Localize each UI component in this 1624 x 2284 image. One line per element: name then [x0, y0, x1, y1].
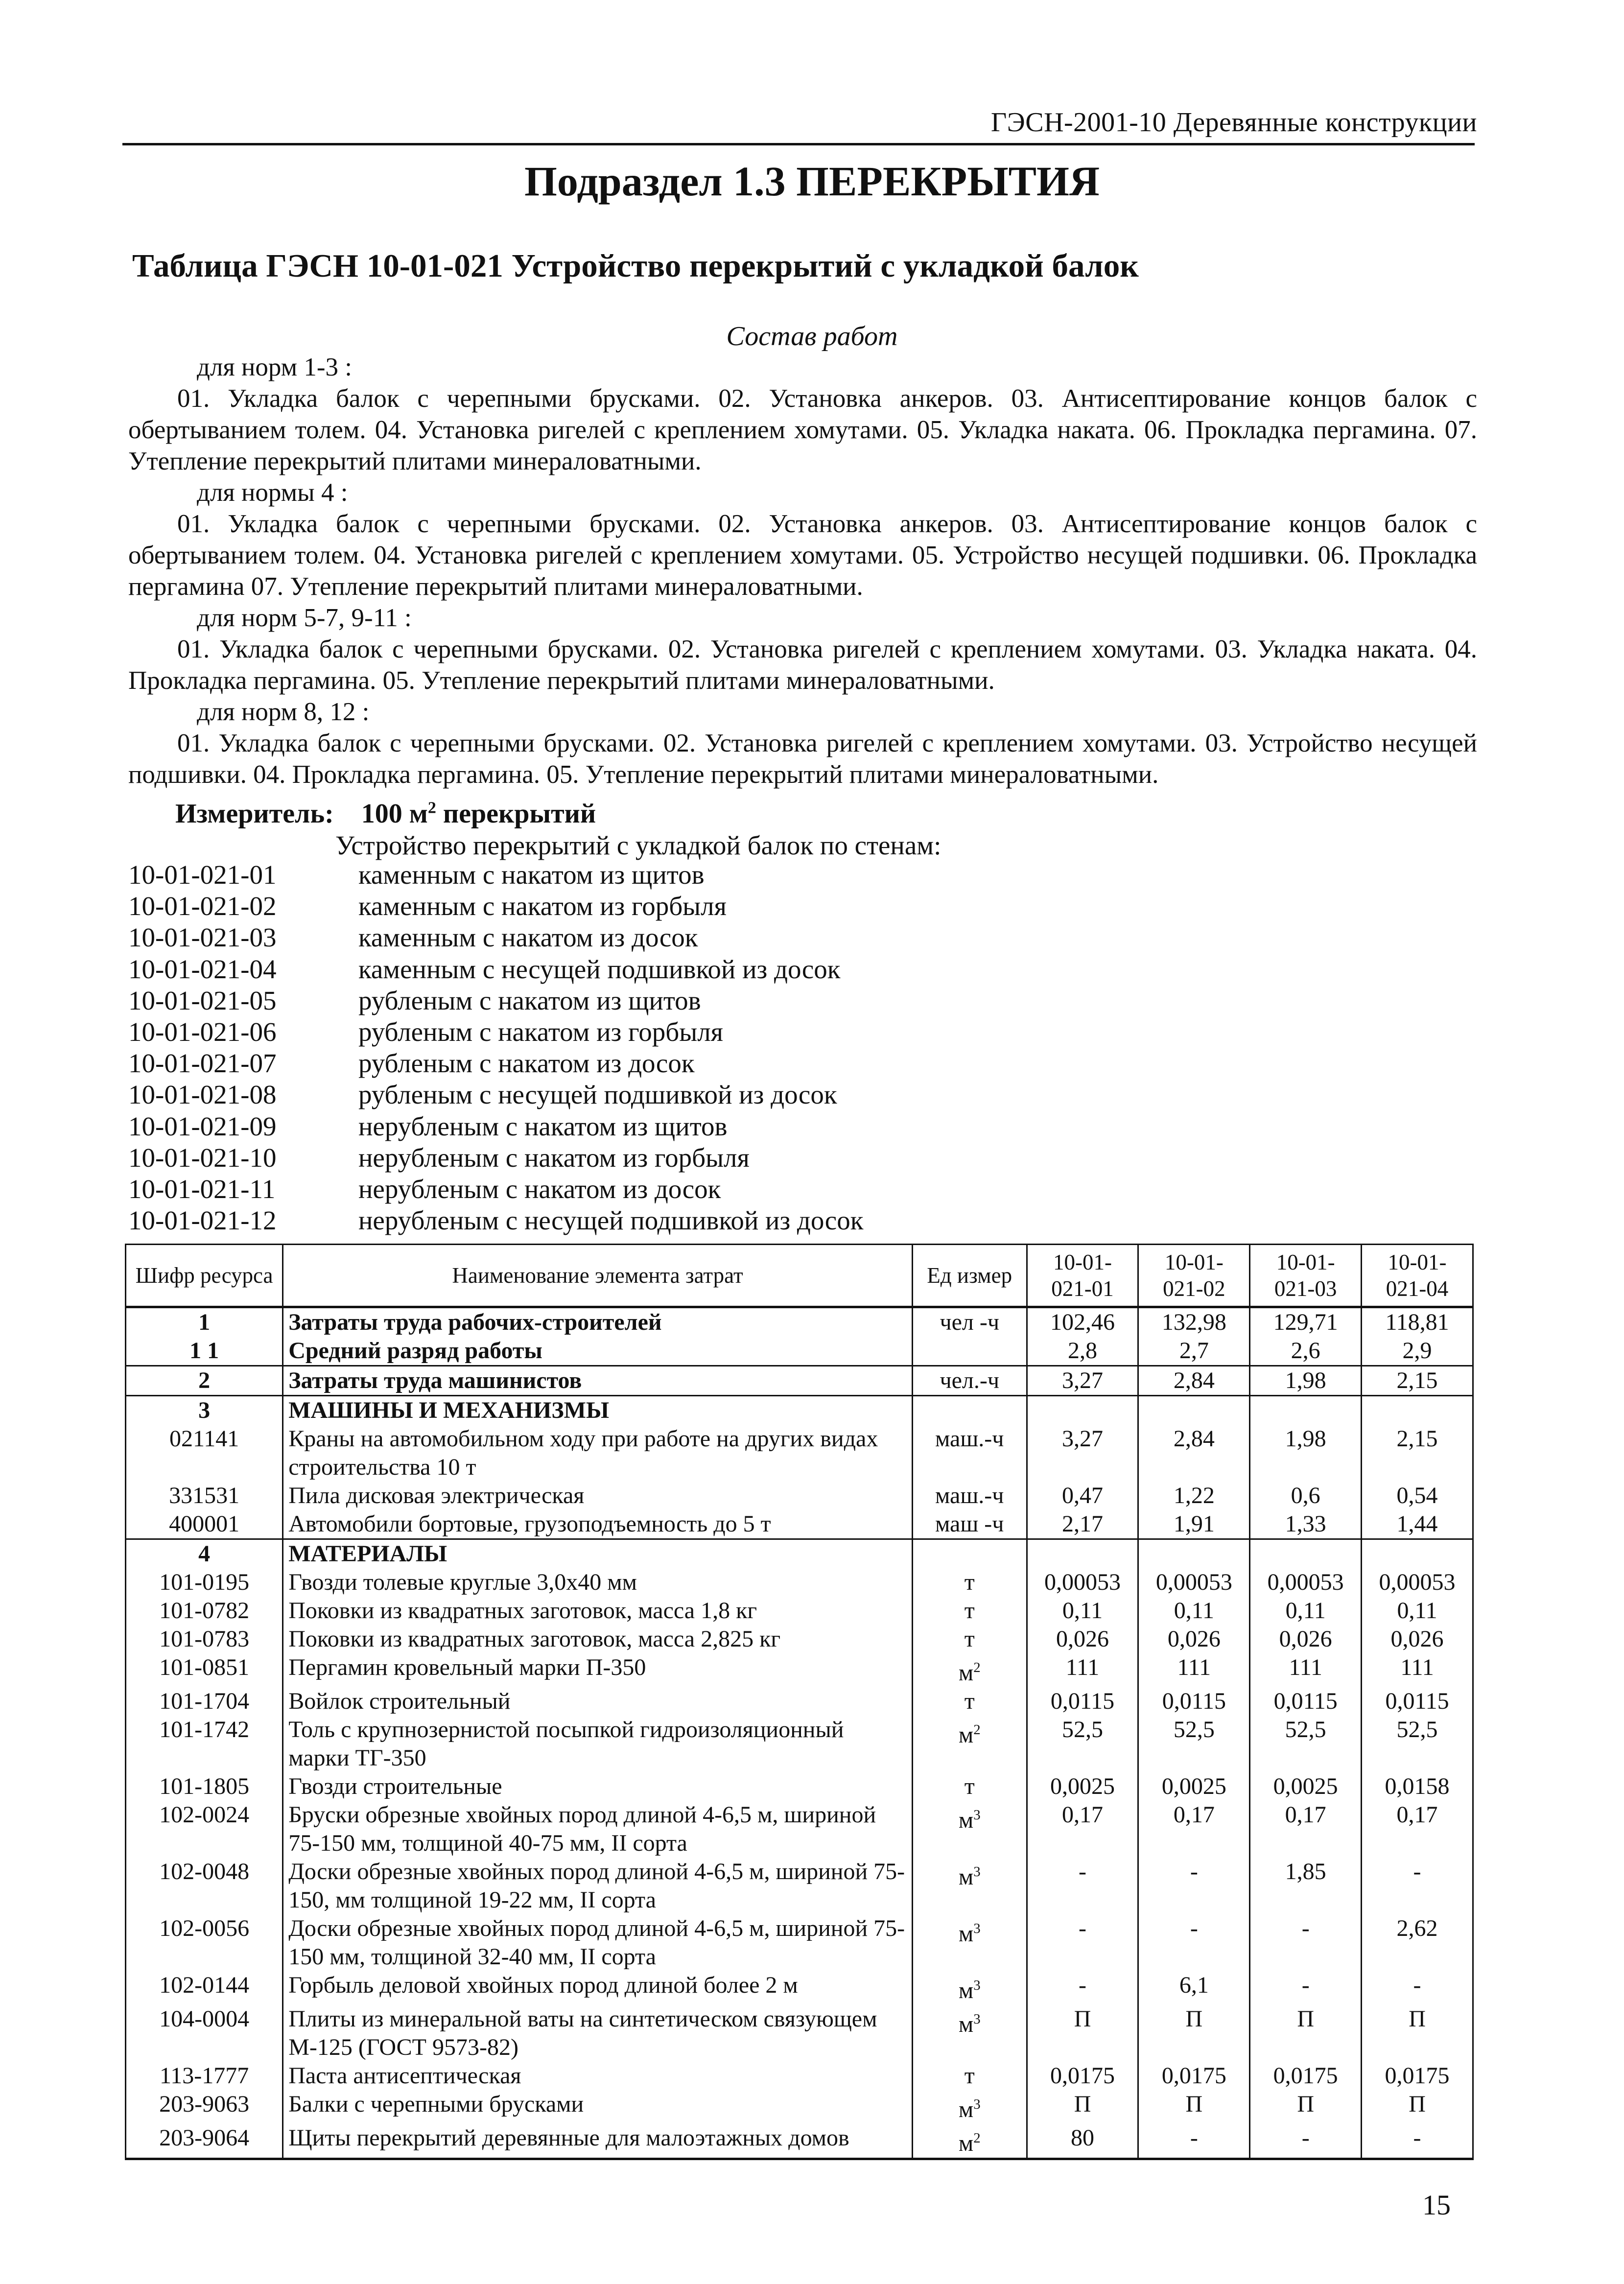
resource-value: 1,33: [1250, 1510, 1362, 1539]
work-group-text: 01. Укладка балок с черепными брусками. 02. Установка ригелей с креплением хомутами. 03. Укладка наката. 04. Прокладка пергамина. 05. Утепление перекрытий плитами минераловатными.: [128, 635, 1477, 695]
resource-unit: т: [912, 1597, 1027, 1625]
resource-value: 0,026: [1138, 1625, 1250, 1653]
resource-value: 132,98: [1138, 1307, 1250, 1337]
resource-unit: $м^3$: [912, 2090, 1027, 2124]
resource-unit: [912, 1539, 1027, 1569]
resource-code: 203-9064: [126, 2124, 283, 2159]
resource-value: 0,0175: [1362, 2062, 1473, 2090]
resource-code: 101-0195: [126, 1568, 283, 1597]
resource-value: -: [1362, 1858, 1473, 1914]
table-row: [126, 1337, 1473, 1366]
resource-name: Щиты перекрытий деревянные для малоэтажных домов: [283, 2124, 913, 2159]
resource-code: 4: [126, 1539, 283, 1569]
resource-value: -: [1138, 1914, 1250, 1971]
norm-code: 10-01-021-06: [128, 1017, 277, 1047]
norm-description: каменным с несущей подшивкой из досок: [358, 954, 841, 984]
resource-value: 129,71: [1250, 1307, 1362, 1337]
resource-value: [1362, 1539, 1473, 1569]
resource-name: Краны на автомобильном ходу при работе на других видах строительства 10 т: [283, 1425, 913, 1482]
resource-value: 2,15: [1362, 1425, 1473, 1482]
table-row: [126, 1914, 1473, 1971]
resource-value: 2,9: [1362, 1337, 1473, 1366]
resource-value: 1,98: [1250, 1366, 1362, 1396]
resource-unit: $м^3$: [912, 2005, 1027, 2062]
resource-value: П: [1362, 2090, 1473, 2124]
resource-unit: маш.-ч: [912, 1482, 1027, 1510]
table-row: [126, 1396, 1473, 1425]
resource-value: 0,026: [1362, 1625, 1473, 1653]
table-row: [126, 1801, 1473, 1858]
resource-name: Горбыль деловой хвойных пород длиной более 2 м: [283, 1971, 913, 2005]
norm-code: 10-01-021-07: [128, 1048, 277, 1079]
norm-code: 10-01-021-09: [128, 1111, 277, 1141]
resource-code: 101-1805: [126, 1772, 283, 1801]
resource-value: 2,17: [1027, 1510, 1138, 1539]
resource-unit: т: [912, 1772, 1027, 1801]
header-unit: Ед измер: [912, 1245, 1027, 1307]
table-row: [126, 1510, 1473, 1539]
resource-name: Доски обрезные хвойных пород длиной 4-6,5 м, шириной 75-150 мм, толщиной 32-40 мм, II сорта: [283, 1914, 913, 1971]
resource-value: [1250, 1396, 1362, 1425]
resource-value: 2,6: [1250, 1337, 1362, 1366]
resource-value: 0,11: [1027, 1597, 1138, 1625]
resource-value: [1250, 1539, 1362, 1569]
resource-name: Поковки из квадратных заготовок, масса 2,825 кг: [283, 1625, 913, 1653]
resource-value: 118,81: [1362, 1307, 1473, 1337]
resource-unit: маш -ч: [912, 1510, 1027, 1539]
resource-value: 0,026: [1250, 1625, 1362, 1653]
resource-value: 0,0025: [1250, 1772, 1362, 1801]
resource-name: МАШИНЫ И МЕХАНИЗМЫ: [283, 1396, 913, 1425]
resource-value: 1,22: [1138, 1482, 1250, 1510]
norm-item: [128, 1016, 863, 1048]
resource-value: П: [1138, 2090, 1250, 2124]
resource-name: МАТЕРИАЛЫ: [283, 1539, 913, 1569]
resource-name: Бруски обрезные хвойных пород длиной 4-6,5 м, шириной 75-150 мм, толщиной 40-75 мм, II сорта: [283, 1801, 913, 1858]
resource-value: 0,00053: [1027, 1568, 1138, 1597]
resource-unit: $м^3$: [912, 1914, 1027, 1971]
resource-code: 3: [126, 1396, 283, 1425]
resource-value: 0,0115: [1250, 1687, 1362, 1716]
norm-code: 10-01-021-10: [128, 1142, 277, 1173]
table-row: [126, 1425, 1473, 1482]
resource-code: 101-0783: [126, 1625, 283, 1653]
norm-item: [128, 859, 863, 891]
resource-code: 113-1777: [126, 2062, 283, 2090]
resource-name: Толь с крупнозернистой посыпкой гидроизоляционный марки ТГ-350: [283, 1716, 913, 1772]
resource-value: 0,17: [1362, 1801, 1473, 1858]
resource-value: [1362, 1396, 1473, 1425]
resource-value: 2,84: [1138, 1425, 1250, 1482]
resource-value: [1138, 1539, 1250, 1569]
norm-item: [128, 1205, 863, 1236]
resource-code: 101-0782: [126, 1597, 283, 1625]
norm-item: [128, 1142, 863, 1174]
resource-unit: т: [912, 1687, 1027, 1716]
resource-value: 2,15: [1362, 1366, 1473, 1396]
table-row: [126, 1971, 1473, 2005]
resource-unit: т: [912, 1568, 1027, 1597]
header-rule: [122, 143, 1475, 145]
work-group-label: для норм 1-3 :: [197, 353, 353, 381]
resource-value: 3,27: [1027, 1366, 1138, 1396]
resource-code: 1 1: [126, 1337, 283, 1366]
resource-code: 021141: [126, 1425, 283, 1482]
table-row: [126, 1772, 1473, 1801]
resource-code: 203-9063: [126, 2090, 283, 2124]
resource-value: [1027, 1396, 1138, 1425]
resource-value: 0,00053: [1250, 1568, 1362, 1597]
norm-description: рубленым с накатом из досок: [358, 1048, 695, 1079]
resource-name: Доски обрезные хвойных пород длиной 4-6,5 м, шириной 75-150, мм толщиной 19-22 мм, II сорта: [283, 1858, 913, 1914]
resource-value: -: [1250, 1971, 1362, 2005]
resource-name: Гвозди строительные: [283, 1772, 913, 1801]
resource-name: Войлок строительный: [283, 1687, 913, 1716]
resource-value: 52,5: [1250, 1716, 1362, 1772]
norm-code: 10-01-021-02: [128, 891, 277, 921]
resource-value: П: [1027, 2090, 1138, 2124]
table-row: [126, 2090, 1473, 2124]
resource-name: Затраты труда рабочих-строителей: [283, 1307, 913, 1337]
resource-code: 102-0144: [126, 1971, 283, 2005]
norm-description: каменным с накатом из щитов: [358, 860, 705, 890]
resource-value: П: [1362, 2005, 1473, 2062]
resource-value: 0,00053: [1362, 1568, 1473, 1597]
norm-code: 10-01-021-11: [128, 1174, 276, 1204]
resource-value: 0,0025: [1027, 1772, 1138, 1801]
measure-value: 100 м: [361, 799, 428, 829]
norm-item: [128, 891, 863, 922]
norm-item: [128, 922, 863, 953]
measure-tail: перекрытий: [436, 799, 596, 829]
resource-value: [1027, 1539, 1138, 1569]
resource-unit: [912, 1396, 1027, 1425]
resource-value: 0,0115: [1362, 1687, 1473, 1716]
resource-value: 111: [1250, 1653, 1362, 1687]
table-row: [126, 1597, 1473, 1625]
work-composition: [128, 352, 1477, 790]
header-col-3: 10-01- 021-03: [1250, 1245, 1362, 1307]
norm-description: каменным с накатом из горбыля: [358, 891, 727, 921]
work-group-text: 01. Укладка балок с черепными брусками. 02. Установка ригелей с креплением хомутами. 03. Устройство несущей подшивки. 04. Прокладка пергамина. 05. Утепление перекрытий плитами минераловатными.: [128, 729, 1477, 789]
resource-value: 0,47: [1027, 1482, 1138, 1510]
table-row: [126, 1716, 1473, 1772]
resource-value: 0,00053: [1138, 1568, 1250, 1597]
resource-unit: маш.-ч: [912, 1425, 1027, 1482]
resource-code: 331531: [126, 1482, 283, 1510]
resource-value: 1,98: [1250, 1425, 1362, 1482]
measure-sup: 2: [427, 799, 436, 817]
resource-value: 0,17: [1250, 1801, 1362, 1858]
table-row: [126, 1625, 1473, 1653]
header-col-1: 10-01- 021-01: [1027, 1245, 1138, 1307]
resource-name: Плиты из минеральной ваты на синтетическом связующем М-125 (ГОСТ 9573-82): [283, 2005, 913, 2062]
table-row: [126, 2005, 1473, 2062]
norm-description: нерубленым с накатом из щитов: [358, 1111, 728, 1141]
resource-name: Балки с черепными брусками: [283, 2090, 913, 2124]
work-group-label: для норм 5-7, 9-11 :: [197, 604, 412, 632]
resource-unit: $м^3$: [912, 1971, 1027, 2005]
resource-value: 0,54: [1362, 1482, 1473, 1510]
resource-unit: $м^3$: [912, 1858, 1027, 1914]
resource-value: 0,0115: [1138, 1687, 1250, 1716]
norm-item: [128, 1048, 863, 1079]
work-group-text: 01. Укладка балок с черепными брусками. 02. Установка анкеров. 03. Антисептирование концов балок с обертыванием толем. 04. Установка ригелей с креплением хомутами. 05. Устройство несущей подшивки. 06. Прокладка пергамина 07. Утепление перекрытий плитами минераловатными.: [128, 510, 1477, 601]
resource-unit: т: [912, 2062, 1027, 2090]
norm-code: 10-01-021-05: [128, 985, 277, 1015]
resource-code: 101-1742: [126, 1716, 283, 1772]
header-code: Шифр ресурса: [126, 1245, 283, 1307]
resource-code: 104-0004: [126, 2005, 283, 2062]
table-row: [126, 1539, 1473, 1569]
resource-code: 400001: [126, 1510, 283, 1539]
header-name: Наименование элемента затрат: [283, 1245, 913, 1307]
resource-value: П: [1250, 2005, 1362, 2062]
resource-unit: $м^2$: [912, 1653, 1027, 1687]
table-row: [126, 1653, 1473, 1687]
norm-description: нерубленым с накатом из досок: [358, 1174, 721, 1204]
resource-value: 0,026: [1027, 1625, 1138, 1653]
resource-value: 2,62: [1362, 1914, 1473, 1971]
table-row: [126, 2124, 1473, 2159]
resource-value: -: [1250, 2124, 1362, 2159]
resource-name: Средний разряд работы: [283, 1337, 913, 1366]
resource-value: 0,11: [1250, 1597, 1362, 1625]
resource-unit: т: [912, 1625, 1027, 1653]
resource-unit: $м^3$: [912, 1801, 1027, 1858]
resource-value: -: [1027, 1914, 1138, 1971]
resource-value: 111: [1027, 1653, 1138, 1687]
resource-value: 0,0175: [1250, 2062, 1362, 2090]
running-header: ГЭСН-2001-10 Деревянные конструкции: [990, 107, 1477, 138]
table-row: [126, 1366, 1473, 1396]
work-group-text: 01. Укладка балок с черепными брусками. 02. Установка анкеров. 03. Антисептирование концов балок с обертыванием толем. 04. Установка ригелей с креплением хомутами. 05. Укладка наката. 06. Прокладка пергамина. 07. Утепление перекрытий плитами минераловатными.: [128, 384, 1477, 475]
resource-value: 0,17: [1027, 1801, 1138, 1858]
measure-unit: [175, 798, 596, 829]
norm-code: 10-01-021-12: [128, 1205, 277, 1236]
norm-code: 10-01-021-08: [128, 1080, 277, 1110]
resource-value: 0,0025: [1138, 1772, 1250, 1801]
resource-value: 52,5: [1027, 1716, 1138, 1772]
resource-value: 2,8: [1027, 1337, 1138, 1366]
table-row: [126, 1687, 1473, 1716]
table-row: [126, 2062, 1473, 2090]
norms-list: [128, 859, 863, 1236]
norm-description: рубленым с накатом из горбыля: [358, 1017, 723, 1047]
resources-table-body: [126, 1307, 1473, 2159]
table-row: [126, 1568, 1473, 1597]
resource-code: 102-0056: [126, 1914, 283, 1971]
resource-code: 101-1704: [126, 1687, 283, 1716]
work-group-label: для норм 8, 12 :: [197, 698, 370, 726]
norm-item: [128, 1174, 863, 1205]
table-title: Таблица ГЭСН 10-01-021 Устройство перекрытий с укладкой балок: [132, 248, 1139, 284]
resource-name: Автомобили бортовые, грузоподъемность до 5 т: [283, 1510, 913, 1539]
resource-value: 52,5: [1138, 1716, 1250, 1772]
norm-item: [128, 1079, 863, 1110]
resource-value: -: [1250, 1914, 1362, 1971]
norm-code: 10-01-021-04: [128, 954, 277, 984]
resource-code: 1: [126, 1307, 283, 1337]
resource-value: 102,46: [1027, 1307, 1138, 1337]
resource-unit: чел.-ч: [912, 1366, 1027, 1396]
norm-code: 10-01-021-03: [128, 922, 277, 953]
norm-description: каменным с накатом из досок: [358, 922, 698, 953]
resource-value: -: [1138, 1858, 1250, 1914]
norm-description: рубленым с накатом из щитов: [358, 985, 701, 1015]
resource-name: Пергамин кровельный марки П-350: [283, 1653, 913, 1687]
resource-value: -: [1027, 1858, 1138, 1914]
resource-value: П: [1027, 2005, 1138, 2062]
table-row: [126, 1307, 1473, 1337]
resources-table: [125, 1244, 1474, 2160]
resource-value: 1,85: [1250, 1858, 1362, 1914]
header-col-2: 10-01- 021-02: [1138, 1245, 1250, 1307]
resource-name: Поковки из квадратных заготовок, масса 1,8 кг: [283, 1597, 913, 1625]
resource-value: 1,44: [1362, 1510, 1473, 1539]
resource-value: П: [1250, 2090, 1362, 2124]
resource-name: Паста антисептическая: [283, 2062, 913, 2090]
resource-value: 111: [1138, 1653, 1250, 1687]
norm-description: нерубленым с несущей подшивкой из досок: [358, 1205, 864, 1236]
page-number: 15: [1422, 2189, 1451, 2221]
resource-value: 0,0175: [1138, 2062, 1250, 2090]
resource-unit: чел -ч: [912, 1307, 1027, 1337]
norm-code: 10-01-021-01: [128, 860, 277, 890]
resource-value: 1,91: [1138, 1510, 1250, 1539]
resource-code: 102-0048: [126, 1858, 283, 1914]
table-row: [126, 1858, 1473, 1914]
work-group-label: для нормы 4 :: [197, 478, 348, 507]
resource-value: 0,6: [1250, 1482, 1362, 1510]
header-col-4: 10-01- 021-04: [1362, 1245, 1473, 1307]
resource-value: 111: [1362, 1653, 1473, 1687]
norm-item: [128, 954, 863, 985]
resource-value: П: [1138, 2005, 1250, 2062]
resource-value: 0,0115: [1027, 1687, 1138, 1716]
resource-value: 2,84: [1138, 1366, 1250, 1396]
work-composition-heading: Состав работ: [726, 321, 898, 352]
norms-heading: Устройство перекрытий с укладкой балок по стенам:: [335, 830, 941, 860]
resource-name: Пила дисковая электрическая: [283, 1482, 913, 1510]
resource-code: 101-0851: [126, 1653, 283, 1687]
resource-code: 102-0024: [126, 1801, 283, 1858]
measure-label: Измеритель:: [175, 799, 334, 829]
resource-value: [1138, 1396, 1250, 1425]
norm-description: рубленым с несущей подшивкой из досок: [358, 1080, 837, 1110]
resource-value: 6,1: [1138, 1971, 1250, 2005]
resource-value: 80: [1027, 2124, 1138, 2159]
norm-item: [128, 1111, 863, 1142]
norm-description: нерубленым с накатом из горбыля: [358, 1142, 750, 1173]
resource-value: 0,11: [1362, 1597, 1473, 1625]
resource-unit: [912, 1337, 1027, 1366]
resource-name: Гвозди толевые круглые 3,0х40 мм: [283, 1568, 913, 1597]
resource-value: -: [1138, 2124, 1250, 2159]
resource-value: 2,7: [1138, 1337, 1250, 1366]
section-title: Подраздел 1.3 ПЕРЕКРЫТИЯ: [524, 158, 1100, 205]
resource-unit: $м^2$: [912, 2124, 1027, 2159]
norm-item: [128, 985, 863, 1016]
resource-value: 0,17: [1138, 1801, 1250, 1858]
table-row: [126, 1482, 1473, 1510]
resource-value: -: [1362, 2124, 1473, 2159]
resource-unit: $м^2$: [912, 1716, 1027, 1772]
resource-value: -: [1027, 1971, 1138, 2005]
resource-value: 0,11: [1138, 1597, 1250, 1625]
resource-code: 2: [126, 1366, 283, 1396]
resource-value: 0,0175: [1027, 2062, 1138, 2090]
resource-value: -: [1362, 1971, 1473, 2005]
resource-name: Затраты труда машинистов: [283, 1366, 913, 1396]
resource-value: 0,0158: [1362, 1772, 1473, 1801]
resource-value: 3,27: [1027, 1425, 1138, 1482]
resource-value: 52,5: [1362, 1716, 1473, 1772]
